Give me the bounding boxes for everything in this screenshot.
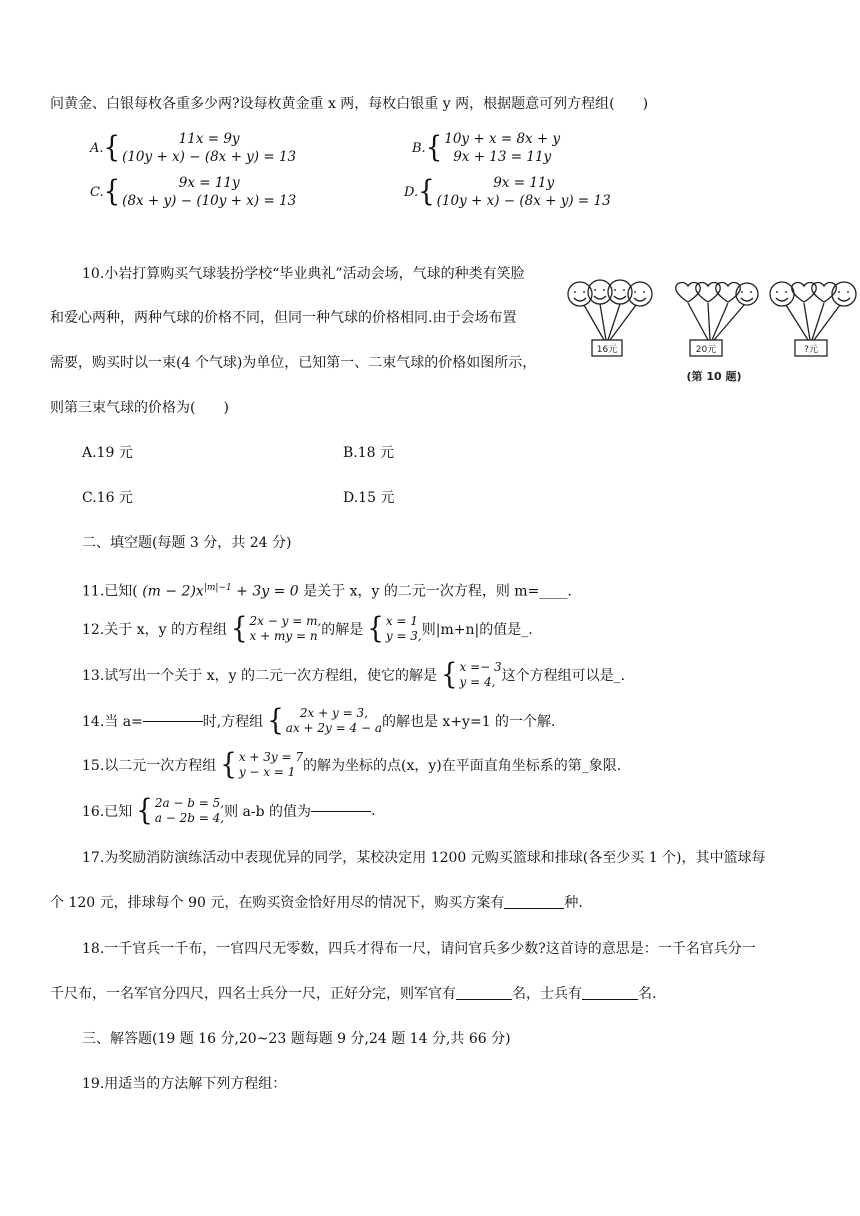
q18-line1: 18.一千官兵一千布，一官四尺无零数，四兵才得布一尺，请问官兵多少数?这首诗的意思是：一千名官兵分一 (82, 941, 756, 957)
q15-prefix: 15.以二元一次方程组 (82, 758, 217, 774)
answer-blank[interactable] (504, 908, 564, 909)
q14-prefix: 14.当 a= (82, 714, 143, 730)
q14-suffix: 的解也是 x+y=1 的一个解. (381, 714, 556, 730)
brace-icon: { (267, 704, 284, 738)
equation: x + 3y = 7 (238, 750, 303, 764)
solution: x = 1 (385, 614, 418, 628)
q10-line1: 10.小岩打算购买气球装扮学校“毕业典礼”活动会场，气球的种类有笑脸 (82, 266, 525, 282)
option-label: D. (404, 184, 419, 200)
q16-prefix: 16.已知 (82, 804, 133, 820)
section-heading-fill-blank: 二、填空题(每题 3 分，共 24 分) (82, 535, 292, 551)
q17-line2 (50, 894, 583, 912)
brace-icon: { (418, 175, 435, 209)
equation: 9x = 11y (493, 175, 555, 191)
q16-suffix: 则 a-b 的值为 (224, 804, 312, 820)
equation: (8x + y) − (10y + x) = 13 (122, 193, 297, 209)
q11-exponent: |m|−1 (203, 583, 232, 593)
q18-line2-text: 千尺布，一名军官分四尺，四名士兵分一尺，正好分完，则军官有 (50, 986, 456, 1002)
q11-expression: (m − 2)x (142, 583, 204, 600)
equation: 2x − y = m, (249, 614, 322, 628)
option-label: C. (90, 184, 104, 200)
q9-stem: 问黄金、白银每枚各重多少两?设每枚黄金重 x 两，每枚白银重 y 两，根据题意可列方程组( ) (50, 96, 649, 112)
answer-blank[interactable] (311, 811, 371, 812)
q10-option-d: D.15 元 (343, 490, 395, 506)
q13-suffix: 这个方程组可以是_. (501, 668, 626, 684)
solution: x =− 3 (459, 660, 502, 674)
q11-suffix: 是关于 x，y 的二元一次方程，则 m=____. (303, 583, 572, 600)
equation: a − 2b = 4, (154, 811, 225, 825)
q10-line2: 和爱心两种，两种气球的价格不同，但同一种气球的价格相同.由于会场布置 (50, 310, 517, 326)
q10-option-b: B.18 元 (343, 445, 395, 461)
q14-middle: 时,方程组 (202, 714, 264, 730)
price-tag-1: 16元 (596, 345, 618, 355)
q18-line2-end: 名. (638, 986, 657, 1002)
brace-icon: { (136, 794, 153, 828)
equation: 9x = 11y (178, 175, 240, 191)
q9-option-d (404, 174, 611, 210)
balloon-figure (562, 272, 860, 390)
q18-line2-mid: 名，士兵有 (512, 986, 582, 1002)
equation: 2a − b = 5, (154, 796, 225, 810)
q13 (82, 660, 625, 690)
brace-icon: { (103, 175, 121, 209)
brace-icon: { (440, 658, 458, 692)
option-label: A. (90, 140, 104, 156)
equation: 2x + y = 3, (299, 706, 368, 720)
price-tag-3: ?元 (804, 345, 818, 355)
q17-line2-end: 种. (564, 895, 583, 911)
equation: 9x + 13 = 11y (453, 149, 552, 165)
option-label: B. (412, 140, 426, 156)
q9-option-b (412, 130, 560, 166)
q12-prefix: 12.关于 x，y 的方程组 (82, 622, 227, 638)
brace-icon: { (220, 748, 237, 782)
q9-option-a (90, 130, 296, 166)
brace-icon: { (367, 612, 384, 646)
equation: (10y + x) − (8x + y) = 13 (122, 149, 297, 165)
q12-middle: 的解是 (321, 622, 364, 638)
q11-expression-rest: + 3y = 0 (231, 583, 299, 600)
q15-suffix: 的解为坐标的点(x，y)在平面直角坐标系的第_象限. (303, 758, 622, 774)
q11-prefix: 11.已知( (82, 583, 138, 600)
q18-line2 (50, 985, 656, 1003)
equation: ax + 2y = 4 − a (285, 721, 382, 735)
solution: y = 4, (459, 675, 496, 689)
q17-line2-text: 个 120 元，排球每个 90 元，在购买资金恰好用尽的情况下，购买方案有 (50, 895, 505, 911)
q13-prefix: 13.试写出一个关于 x，y 的二元一次方程组，使它的解是 (82, 668, 437, 684)
q19: 19.用适当的方法解下列方程组： (82, 1076, 287, 1092)
q12-suffix: 则|m+n|的值是_. (421, 622, 533, 638)
equation: x + my = n (249, 629, 318, 643)
q16 (82, 796, 376, 826)
equation: 10y + x = 8x + y (444, 131, 561, 147)
q16-end: . (371, 803, 376, 819)
price-tag-2: 20元 (695, 345, 717, 355)
q17-line1: 17.为奖励消防演练活动中表现优异的同学，某校决定用 1200 元购买篮球和排球(各至少买 1 个)，其中篮球每 (82, 850, 766, 866)
heart-balloon-bunch (676, 283, 758, 356)
section-heading-solve: 三、解答题(19 题 16 分,20~23 题每题 9 分,24 题 14 分,共 66 分) (82, 1031, 511, 1047)
q15 (82, 750, 621, 780)
brace-icon: { (230, 612, 248, 646)
equation: 11x = 9y (178, 131, 240, 147)
q9-option-c (90, 174, 296, 210)
q14 (82, 706, 556, 736)
solution: y = 3, (385, 629, 422, 643)
equation: y − x = 1 (238, 765, 296, 779)
q12 (82, 614, 533, 644)
figure-caption: (第 10 题) (686, 370, 742, 383)
q10-line4: 则第三束气球的价格为( ) (50, 400, 229, 416)
q10-option-c: C.16 元 (82, 490, 133, 506)
answer-blank[interactable] (456, 999, 512, 1000)
answer-blank[interactable] (582, 999, 638, 1000)
q11 (82, 579, 572, 601)
brace-icon: { (103, 131, 121, 165)
answer-blank[interactable] (143, 721, 203, 722)
q10-line3: 需要，购买时以一束(4 个气球)为单位，已知第一、二束气球的价格如图所示， (50, 355, 537, 371)
brace-icon: { (425, 131, 443, 165)
q10-option-a: A.19 元 (82, 445, 133, 461)
equation: (10y + x) − (8x + y) = 13 (436, 193, 611, 209)
